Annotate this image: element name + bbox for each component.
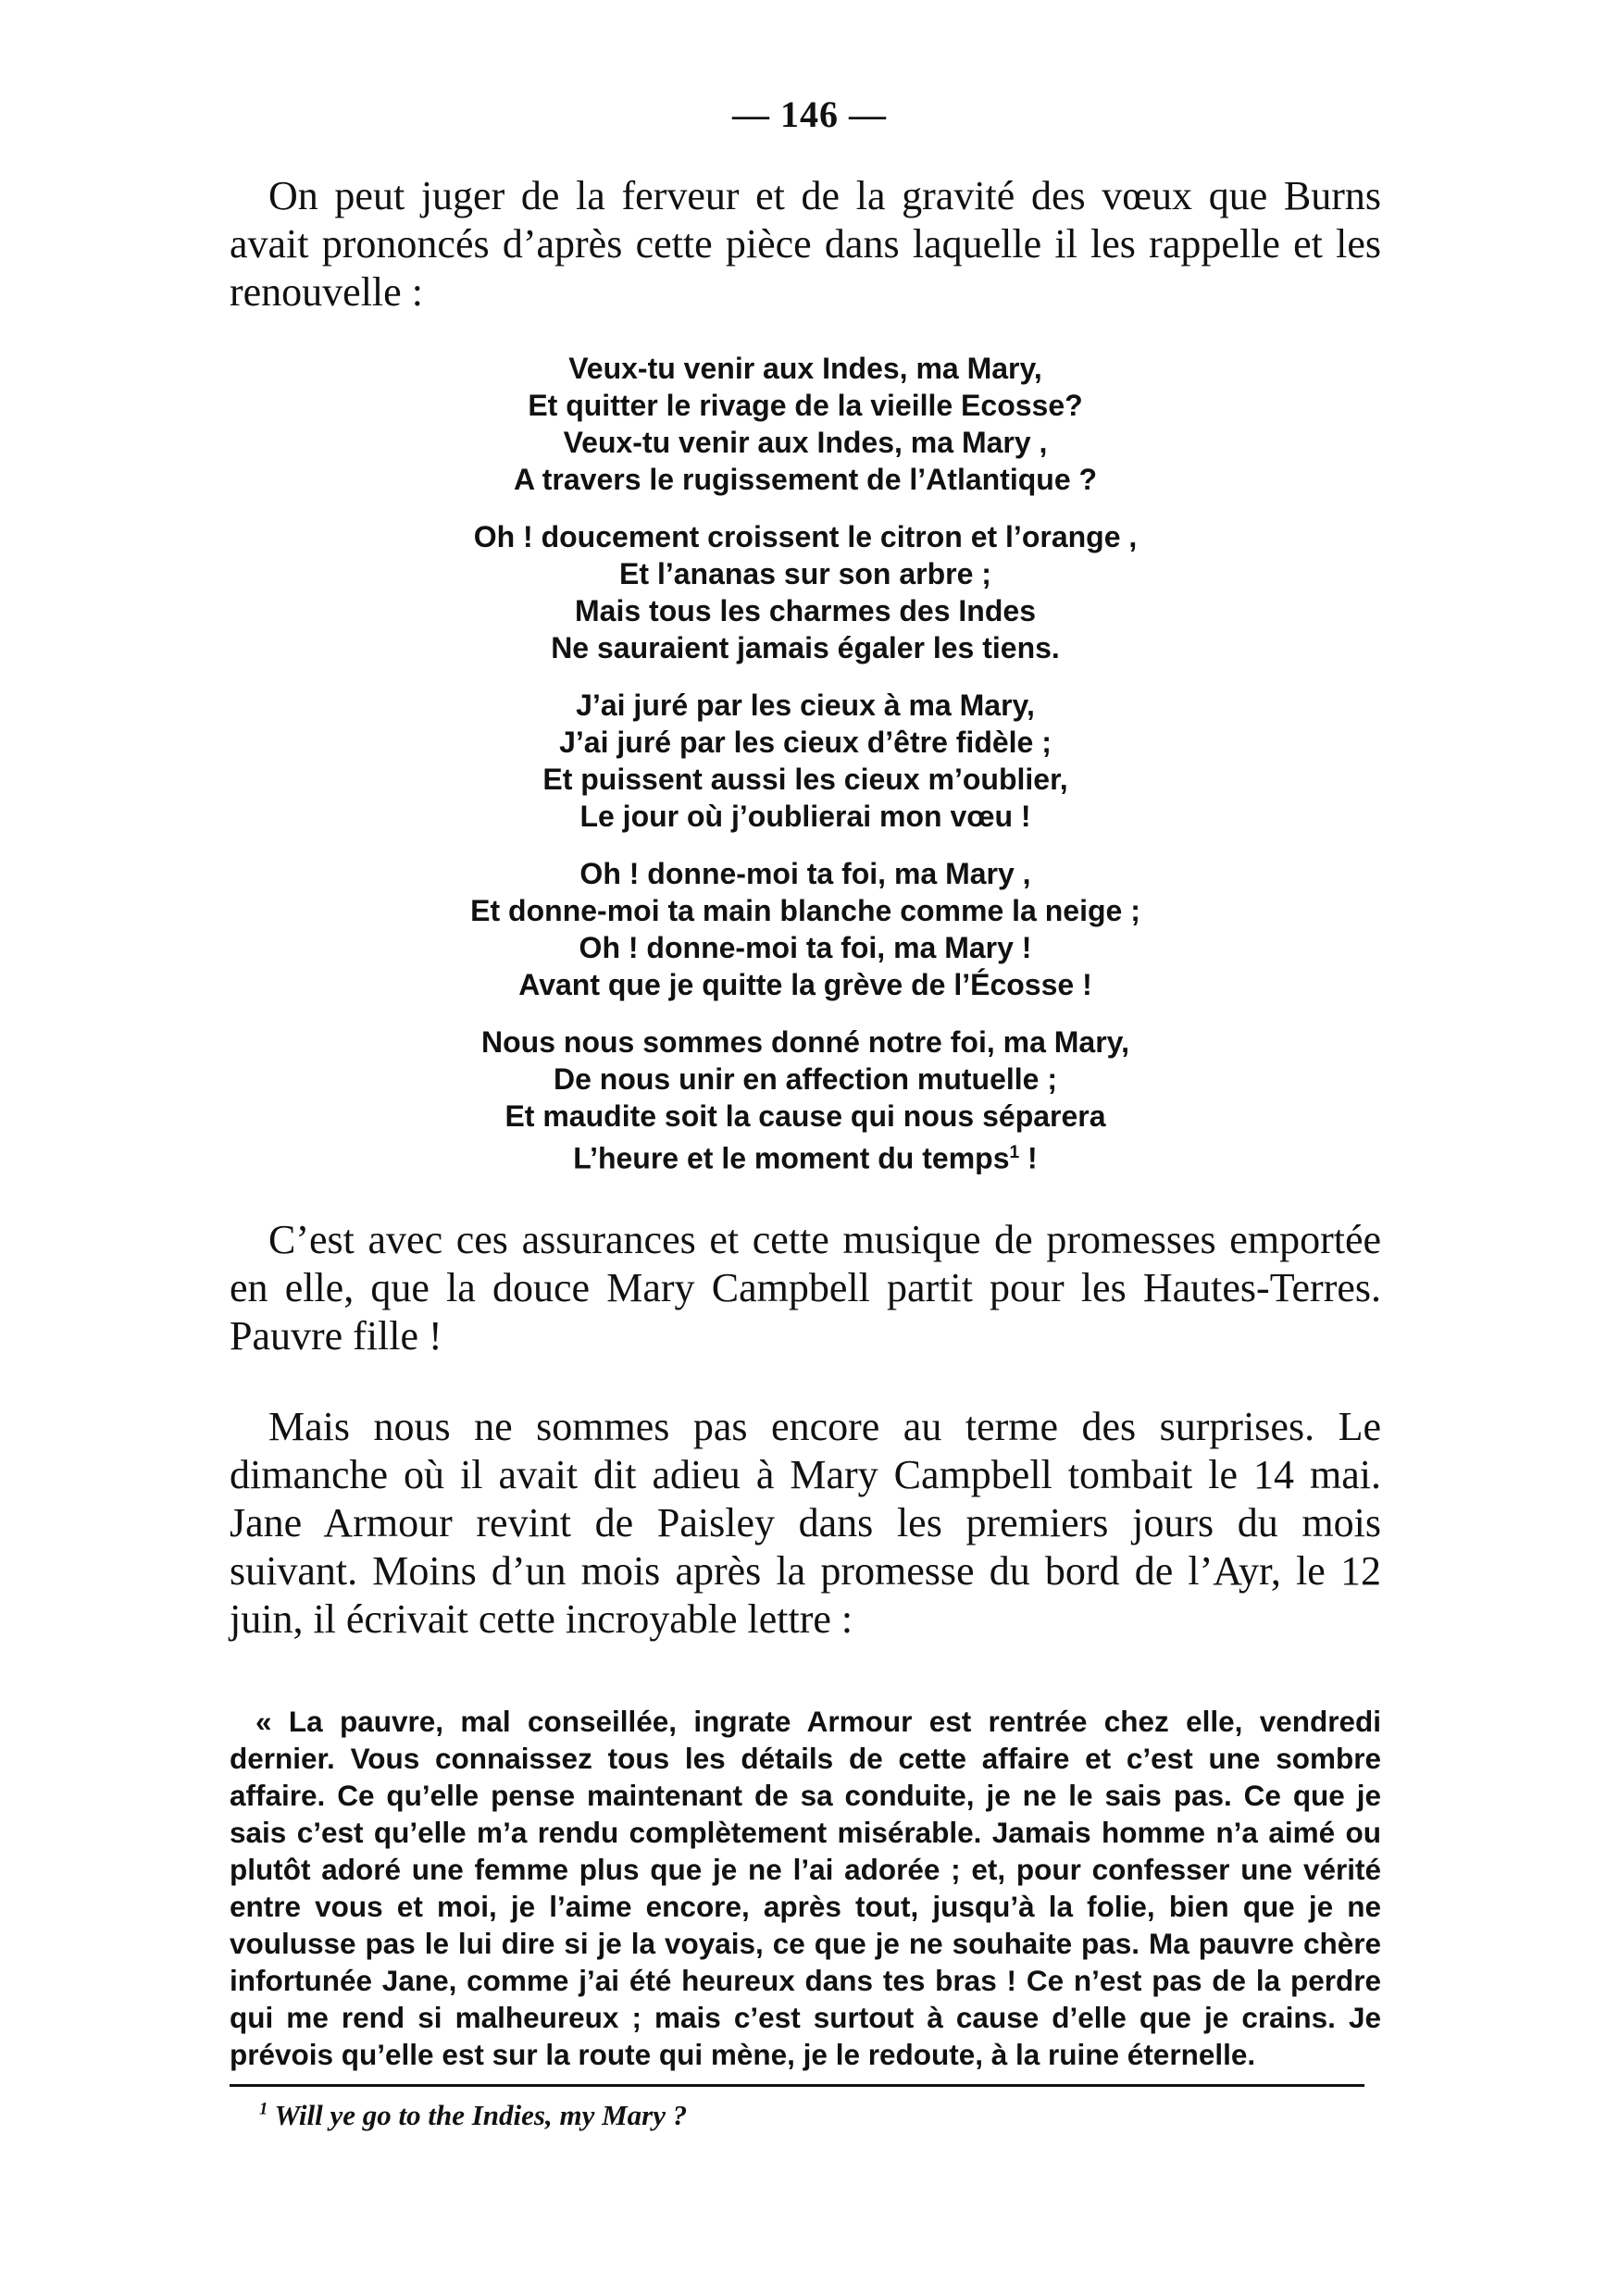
paragraph-assurances: C’est avec ces assurances et cette musique de promesses emportée en elle, que la douce Mary Campbell partit pour les Hautes-Terres. Pauvre fille ! [230, 1216, 1381, 1359]
poem-line: Et puissent aussi les cieux m’oublier, [542, 763, 1068, 796]
poem-line-text: L’heure et le moment du temps [573, 1141, 1010, 1175]
poem-stanza-5 [230, 1024, 1381, 1177]
footnote-marker: 1 [259, 2099, 268, 2119]
poem-line: Oh ! doucement croissent le citron et l’orange , [473, 520, 1138, 553]
poem-line: Et quitter le rivage de la vieille Ecosse? [528, 389, 1083, 422]
poem-line-suffix: ! [1019, 1141, 1038, 1175]
poem-line: Veux-tu venir aux Indes, ma Mary, [568, 352, 1042, 385]
poem-line: Oh ! donne-moi ta foi, ma Mary , [579, 857, 1031, 890]
poem-line: J’ai juré par les cieux d’être fidèle ; [559, 726, 1052, 759]
page-number: — 146 — [732, 93, 887, 135]
poem-line: A travers le rugissement de l’Atlantique ? [513, 463, 1098, 496]
poem-stanza-4 [230, 855, 1381, 1003]
poem-line: Oh ! donne-moi ta foi, ma Mary ! [579, 931, 1032, 964]
poem-line: Le jour où j’oublierai mon vœu ! [579, 800, 1031, 833]
footnote-reference[interactable]: 1 [1009, 1143, 1020, 1162]
footnote [259, 2099, 687, 2132]
letter-quote: « La pauvre, mal conseillée, ingrate Armour est rentrée chez elle, vendredi dernier. Vous connaissez tous les détails de cette affaire et c’est une sombre affaire. Ce qu’elle pense maintenant de sa conduite, je ne le sais pas. Ce que je sais c’est qu’elle m’a rendu complètement misérable. Jamais homme n’a aimé ou plutôt adoré une femme plus que je ne l’ai adorée ; et, pour confesser une vérité entre vous et moi, je l’aime encore, après tout, jusqu’à la folie, bien que je ne voulusse pas le lui dire si je la voyais, ce que je ne souhaite pas. Ma pauvre chère infortunée Jane, comme j’ai été heureux dans tes bras ! Ce n’est pas de la perdre qui me rend si malheureux ; mais c’est surtout à cause d’elle que je crains. Je prévois qu’elle est sur la route qui mène, je le redoute, à la ruine éternelle. [230, 1704, 1381, 2071]
poem-line: Et l’ananas sur son arbre ; [619, 557, 991, 590]
poem-line: Nous nous sommes donné notre foi, ma Mary, [481, 1025, 1129, 1059]
footnote-text: Will ye go to the Indies, my Mary ? [274, 2099, 688, 2131]
poem-line: Ne sauraient jamais égaler les tiens. [551, 631, 1060, 664]
poem-stanza-1 [230, 350, 1381, 498]
page-body [230, 172, 1381, 2102]
poem-line: Et maudite soit la cause qui nous séparera [504, 1099, 1106, 1133]
poem-stanza-3 [230, 687, 1381, 835]
poem-line: Avant que je quitte la grève de l’Écosse ! [518, 968, 1092, 1001]
poem [230, 350, 1381, 1177]
footnote-divider [230, 2084, 1364, 2087]
poem-line: De nous unir en affection mutuelle ; [553, 1062, 1058, 1096]
poem-line: Mais tous les charmes des Indes [575, 594, 1036, 627]
paragraph-intro: On peut juger de la ferveur et de la gravité des vœux que Burns avait prononcés d’après cette pièce dans laquelle il les rappelle et les renouvelle : [230, 173, 1381, 315]
poem-line: Et donne-moi ta main blanche comme la neige ; [470, 894, 1140, 927]
poem-line: Veux-tu venir aux Indes, ma Mary , [563, 426, 1048, 459]
poem-line: J’ai juré par les cieux à ma Mary, [576, 689, 1035, 722]
paragraph-surprises: Mais nous ne sommes pas encore au terme des surprises. Le dimanche où il avait dit adieu à Mary Campbell tombait le 14 mai. Jane Armour revint de Paisley dans les premiers jours du mois suivant. Moins d’un mois après la promesse du bord de l’Ayr, le 12 juin, il écrivait cette incroyable lettre : [230, 1403, 1381, 1642]
poem-stanza-2 [230, 518, 1381, 666]
poem-last-line [230, 1135, 1381, 1177]
